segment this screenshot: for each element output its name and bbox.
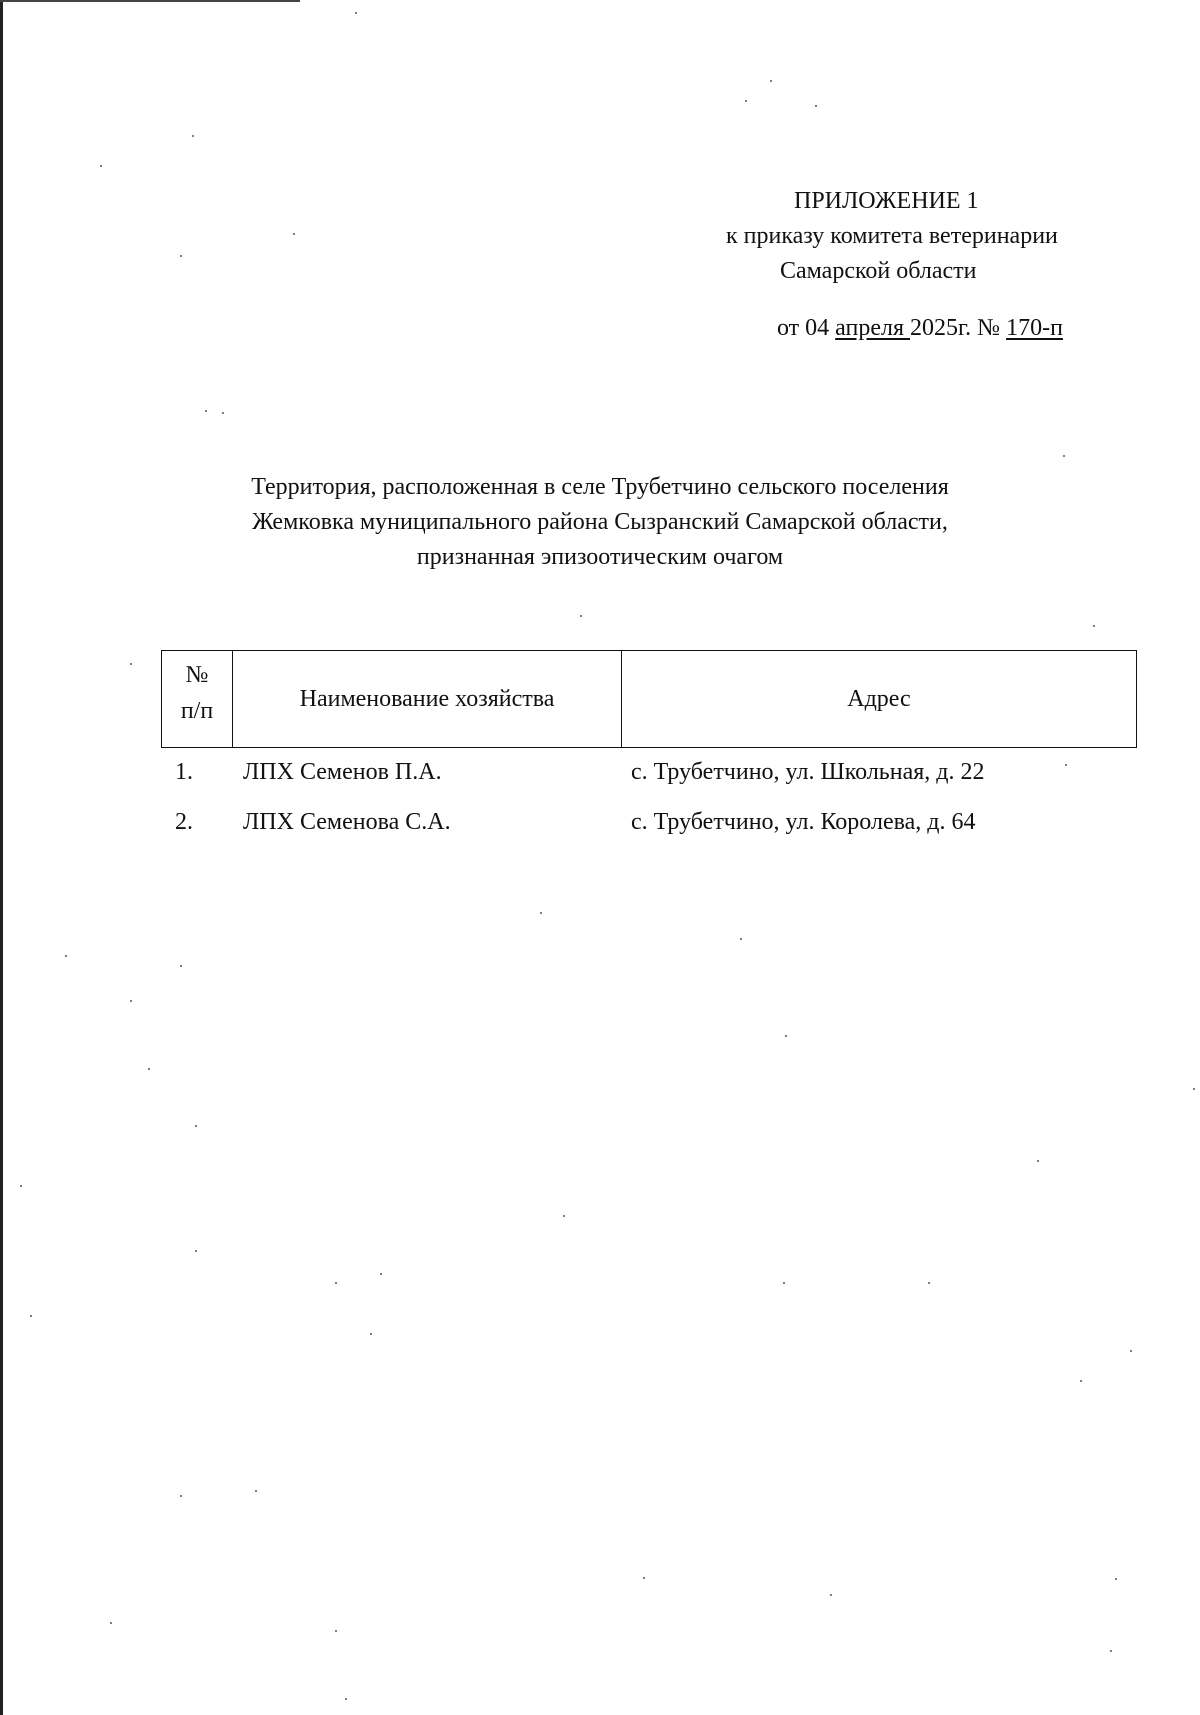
scan-edge [0,0,3,1715]
row-farm-name: ЛПХ Семенов П.А. [243,759,442,785]
header-farm-name: Наименование хозяйства [233,651,622,747]
header-number [162,651,233,747]
row-address: с. Трубетчино, ул. Школьная, д. 22 [631,759,985,785]
row-number: 2. [175,809,193,835]
order-number: 170-п [1006,315,1063,341]
appendix-block [620,184,1120,346]
header-number-symbol: № [185,662,209,688]
document-title [150,470,1050,575]
farms-table [161,650,1137,848]
document-title-line: Территория, расположенная в селе Трубетчино сельского поселения [251,474,949,500]
order-date-line [620,311,1120,346]
table-row [161,798,1137,848]
appendix-title: ПРИЛОЖЕНИЕ 1 [794,188,979,214]
order-date-month: апреля [835,315,911,341]
row-address: с. Трубетчино, ул. Королева, д. 64 [631,809,976,835]
row-farm-name: ЛПХ Семенова С.А. [243,809,451,835]
order-date-year: 2025г. № [910,315,1007,341]
header-address: Адрес [847,686,911,712]
header-number-abbrev: п/п [180,698,214,724]
scan-edge [0,0,300,2]
document-title-line: Жемковка муниципального района Сызранский Самарской области, [252,509,948,535]
table-row [161,748,1137,798]
order-date-prefix: от 04 [777,315,836,341]
document-title-line: признанная эпизоотическим очагом [416,544,784,570]
appendix-order-reference: к приказу комитета ветеринарии [726,223,1058,249]
table-header [161,650,1137,748]
appendix-region: Самарской области [780,258,977,284]
row-number: 1. [175,759,193,785]
